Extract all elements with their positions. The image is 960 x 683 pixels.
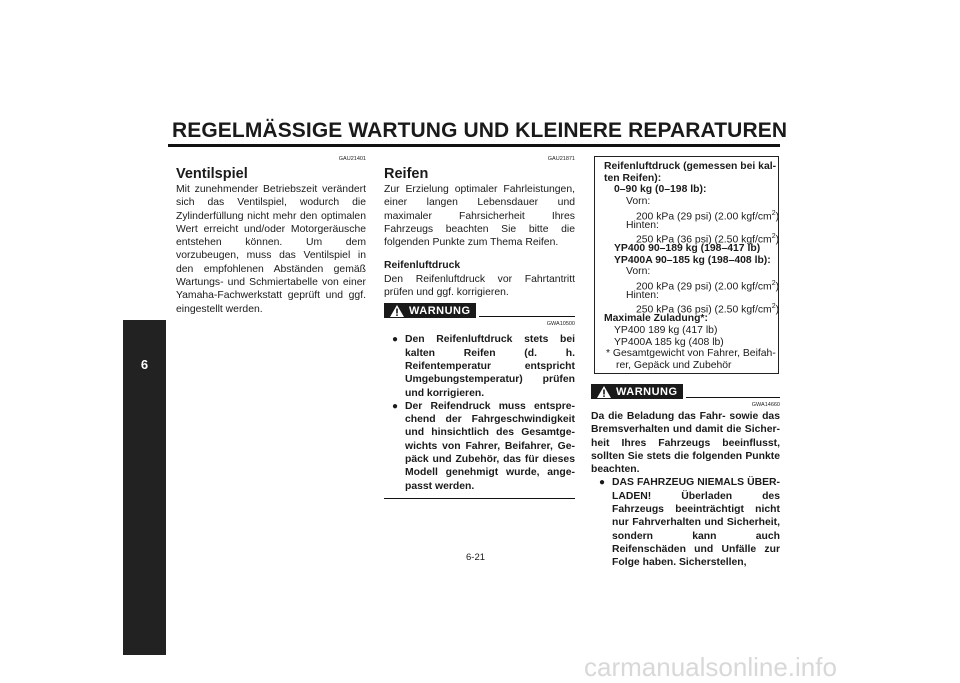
- warning-rule: [686, 397, 780, 398]
- spec-value: 250 kPa (36 psi) (2.50 kgf/$cm^2$): [636, 303, 780, 316]
- chapter-number: 6: [140, 357, 149, 372]
- warning-end-rule: [384, 498, 575, 499]
- column-3: [591, 384, 780, 570]
- bullet-text: DAS FAHRZEUG NIEMALS ÜBERLADEN! Überladen des Fahrzeugs beeinträchtigt nicht nur Fahrverhalten und Sicherheit, sondern kann auch Reifenschäden und Unfälle zur Folge haben. Sicherstellen,: [612, 477, 780, 569]
- section-heading: Ventilspiel: [176, 166, 248, 182]
- title-rule: [168, 144, 780, 147]
- warning-badge: [591, 384, 683, 399]
- spec-label: Vorn:: [626, 266, 651, 278]
- warning-rule: [479, 316, 575, 317]
- spec-range: 0–90 kg (0–198 lb):: [614, 184, 707, 196]
- max-load-value: YP400 189 kg (417 lb): [614, 324, 718, 336]
- spec-value: 200 kPa (29 psi) (2.00 kgf/$cm^2$): [636, 280, 780, 293]
- warning-triangle-icon: [390, 305, 404, 317]
- warning-code: GWA10500: [546, 321, 575, 328]
- sub-text: Den Reifenluftdruck vor Fahrtantritt prüfen und ggf. korrigieren.: [384, 273, 575, 299]
- footnote: * Gesamtgewicht von Fahrer, Beifah-: [606, 348, 776, 360]
- warning-bullets: [392, 333, 575, 493]
- spec-value: 200 kPa (29 psi) (2.00 kgf/$cm^2$): [636, 209, 780, 223]
- warning-header: [384, 303, 575, 318]
- spec-label: Vorn:: [626, 196, 651, 208]
- bullet-icon: ●: [392, 400, 399, 412]
- warning-label: WARNUNG: [409, 304, 471, 317]
- bullet-text: Den Reifenluftdruck stets bei kalten Reifen (d. h. Reifentemperatur entspricht Umgebungstemperatur) prüfen und korrigieren.: [405, 334, 575, 399]
- spec-value: 250 kPa (36 psi) (2.50 kgf/$cm^2$): [636, 233, 780, 246]
- list-item: [599, 476, 780, 569]
- warning-label: WARNUNG: [616, 385, 678, 398]
- sub-heading: Reifenluftdruck: [384, 260, 461, 272]
- section-text: Zur Erzielung optimaler Fahrleistungen, einer langen Lebensdauer und maximaler Fahrsicherheit Ihres Fahrzeugs beachten Sie bitte die folgenden Punkte zum Thema Reifen.: [384, 184, 575, 249]
- warning-header: [591, 384, 780, 399]
- page-number: 6-21: [466, 552, 486, 563]
- list-item: [392, 333, 575, 399]
- max-load-value: YP400A 185 kg (408 lb): [614, 336, 724, 348]
- bullet-icon: ●: [392, 334, 399, 346]
- section-heading: Reifen: [384, 166, 429, 182]
- spec-range: YP400 90–189 kg (198–417 lb): [614, 242, 761, 254]
- bullet-text: Der Reifendruck muss entsprechend der Fahrgeschwindigkeit und hinsichtlich des Gesamtgewichts von Fahrer, Beifahrer, Gepäck und Zubehör, das für dieses Modell genehmigt wurde, angepasst werden.: [405, 400, 575, 492]
- warning-triangle-icon: [597, 386, 611, 398]
- column-2: [384, 156, 575, 499]
- warning-code: GWA14660: [751, 402, 780, 408]
- warning-badge: [384, 303, 476, 318]
- chapter-tab: [123, 320, 166, 655]
- watermark: carmanualsonline.info: [584, 652, 837, 682]
- list-item: [392, 400, 575, 493]
- spec-range: YP400A 90–185 kg (198–408 lb):: [614, 254, 771, 266]
- page-title: REGELMÄSSIGE WARTUNG UND KLEINERE REPARATUREN: [172, 119, 788, 142]
- warning-text: Da die Beladung das Fahr- sowie das Bremsverhalten und damit die Sicherheit Ihres Fahrzeugs beeinflusst, sollten Sie stets die folgenden Punkte beachten.: [591, 411, 780, 476]
- section-code: GAU21401: [338, 156, 366, 162]
- bullet-icon: ●: [599, 477, 606, 489]
- section-code: GAU21871: [547, 156, 575, 162]
- spec-label: Hinten:: [626, 289, 659, 301]
- column-1: [176, 156, 366, 316]
- spec-label: Hinten:: [626, 219, 659, 231]
- footnote: rer, Gepäck und Zubehör: [616, 359, 732, 371]
- tire-pressure-box: [594, 156, 779, 374]
- spec-title: Reifenluftdruck (gemessen bei kal-: [604, 161, 777, 172]
- section-text: Mit zunehmender Betriebszeit verändert sich das Ventilspiel, wodurch die Zylinderfüllung nicht mehr den optimalen Wert erreicht und/oder Motorgeräusche entstehen können. Um dem vorzubeugen, muss das Ventilspiel in den empfohlenen Abständen gemäß Wartungs- und Schmiertabelle von einer Yamaha-Fachwerkstatt geprüft und ggf. eingestellt werden.: [176, 184, 366, 315]
- spec-title: ten Reifen):: [604, 172, 662, 184]
- max-load-label: Maximale Zuladung*:: [604, 313, 708, 325]
